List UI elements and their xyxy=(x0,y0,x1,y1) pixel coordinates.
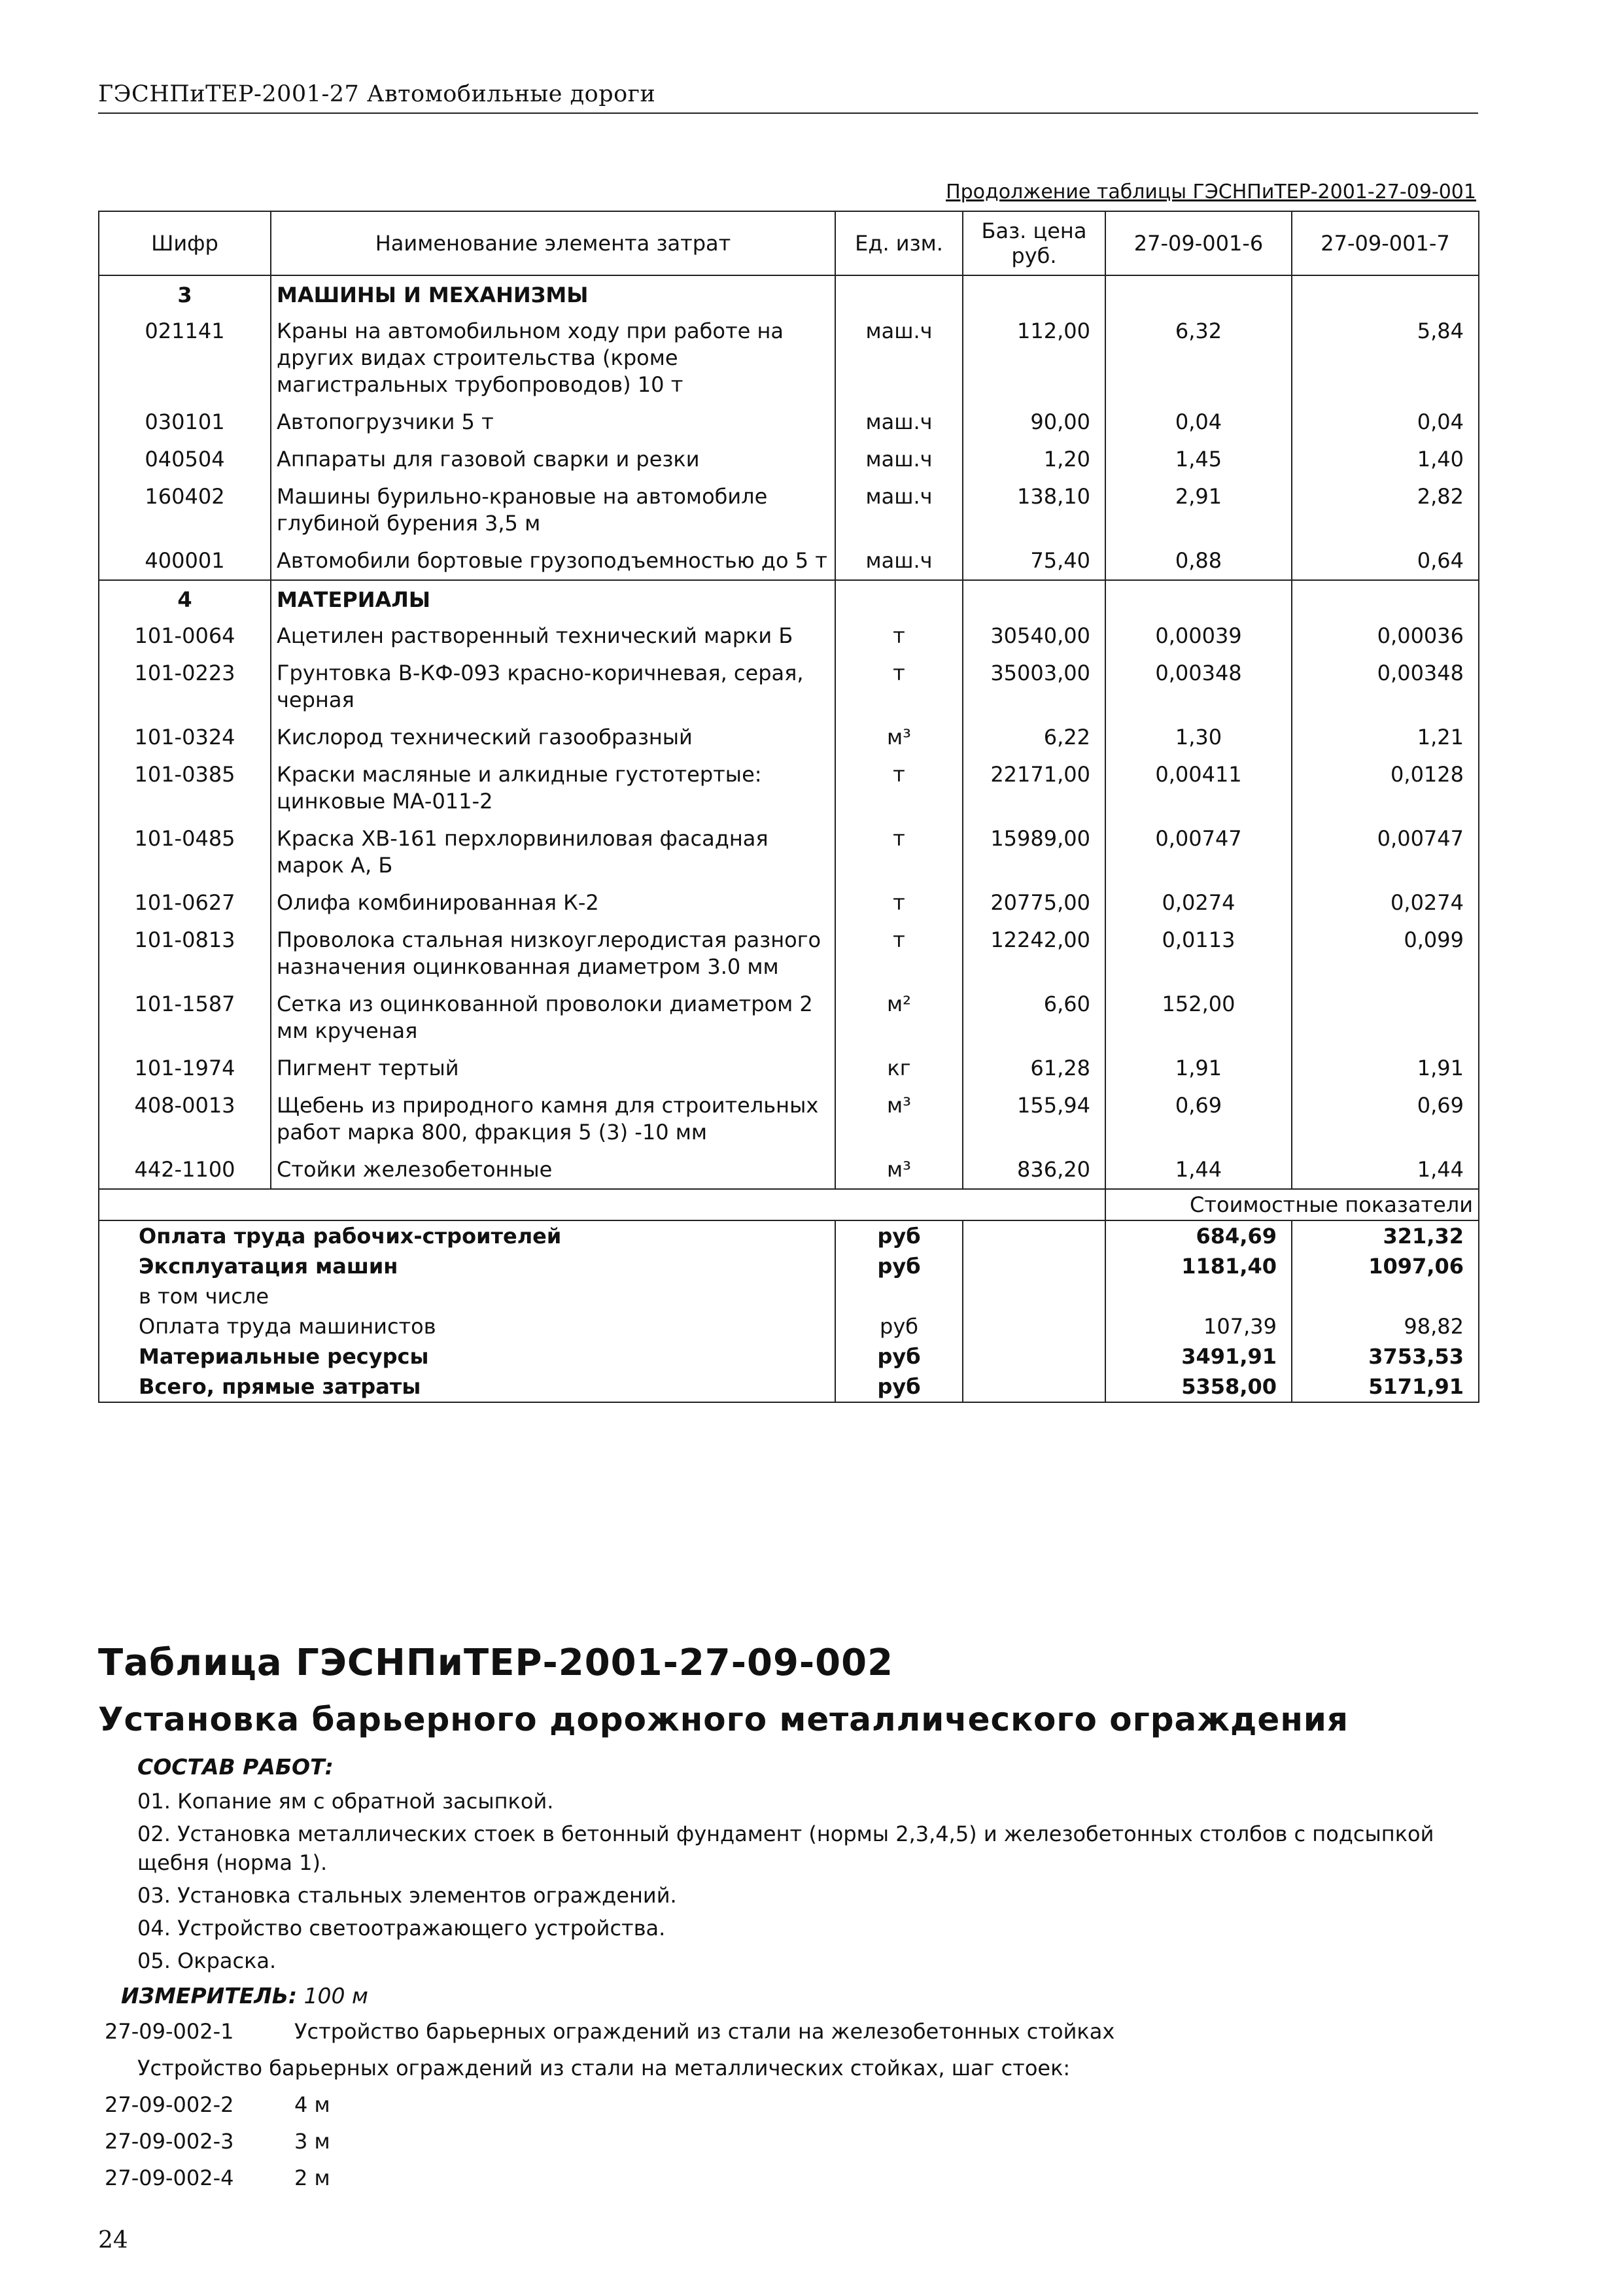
resource-price: 6,60 xyxy=(963,986,1105,1050)
empty-cell xyxy=(963,275,1105,313)
indicator-value-6: 5358,00 xyxy=(1105,1372,1292,1402)
empty-cell xyxy=(963,1220,1105,1251)
resource-code: 101-0485 xyxy=(99,820,271,884)
resource-value-7: 0,0128 xyxy=(1292,756,1479,820)
indicator-row xyxy=(99,1311,1479,1341)
empty-cell xyxy=(1292,275,1479,313)
resource-name: Автомобили бортовые грузоподъемностью до 5 т xyxy=(271,542,835,580)
work-item: 05. Окраска. xyxy=(137,1948,277,1973)
resource-value-6: 0,0113 xyxy=(1105,922,1292,986)
section-code: 4 xyxy=(99,580,271,617)
resource-price: 75,40 xyxy=(963,542,1105,580)
indicator-value-7: 1097,06 xyxy=(1292,1251,1479,1281)
indicator-label: Оплата труда рабочих-строителей xyxy=(99,1220,835,1251)
resource-price: 12242,00 xyxy=(963,922,1105,986)
resource-unit: м² xyxy=(835,986,963,1050)
indicator-value-7: 3753,53 xyxy=(1292,1341,1479,1372)
works-list xyxy=(137,1787,1485,1979)
table-title: Таблица ГЭСНПиТЕР-2001-27-09-002 xyxy=(98,1642,894,1684)
resource-value-6: 0,00348 xyxy=(1105,655,1292,719)
resource-name: Краска ХВ-161 перхлорвиниловая фасадная марок А, Б xyxy=(271,820,835,884)
resource-value-6: 0,00411 xyxy=(1105,756,1292,820)
norm-item-code: 27-09-002-4 xyxy=(105,2166,234,2190)
works-heading: СОСТАВ РАБОТ: xyxy=(137,1754,334,1780)
header-name: Наименование элемента затрат xyxy=(271,211,835,275)
continuation-caption: Продолжение таблицы ГЭСНПиТЕР-2001-27-09-001 xyxy=(946,181,1476,203)
resource-unit: маш.ч xyxy=(835,542,963,580)
norm-item-text: 2 м xyxy=(294,2166,330,2190)
resource-price: 1,20 xyxy=(963,441,1105,478)
norm-item xyxy=(105,2090,1114,2119)
resource-name: Краны на автомобильном ходу при работе на других видах строительства (кроме магистральных трубопроводов) 10 т xyxy=(271,313,835,404)
table-row xyxy=(99,542,1479,580)
empty-cell xyxy=(963,1281,1105,1311)
resource-code: 101-0064 xyxy=(99,617,271,655)
indicator-label: в том числе xyxy=(99,1281,835,1311)
resource-code: 101-0385 xyxy=(99,756,271,820)
resource-price: 35003,00 xyxy=(963,655,1105,719)
resource-name: Автопогрузчики 5 т xyxy=(271,404,835,441)
measure-label: ИЗМЕРИТЕЛЬ: xyxy=(121,1983,298,2009)
resource-code: 442-1100 xyxy=(99,1151,271,1189)
resource-code: 160402 xyxy=(99,478,271,542)
indicator-unit: руб xyxy=(835,1341,963,1372)
resource-code: 101-0627 xyxy=(99,884,271,922)
norm-item-code: 27-09-002-2 xyxy=(105,2092,234,2117)
indicator-label: Всего, прямые затраты xyxy=(99,1372,835,1402)
resource-code: 101-0324 xyxy=(99,719,271,756)
table-row xyxy=(99,1050,1479,1087)
empty-cell xyxy=(963,1251,1105,1281)
resource-unit: м³ xyxy=(835,1151,963,1189)
resource-code: 101-1587 xyxy=(99,986,271,1050)
measure-line xyxy=(121,1983,368,2009)
resource-unit: маш.ч xyxy=(835,478,963,542)
resource-value-6: 1,91 xyxy=(1105,1050,1292,1087)
norm-item-text: 3 м xyxy=(294,2129,330,2154)
resource-value-6: 0,00039 xyxy=(1105,617,1292,655)
indicator-row xyxy=(99,1220,1479,1251)
resource-value-7: 0,64 xyxy=(1292,542,1479,580)
resource-value-7: 5,84 xyxy=(1292,313,1479,404)
section-title: МАШИНЫ И МЕХАНИЗМЫ xyxy=(271,275,835,313)
resource-value-7 xyxy=(1292,986,1479,1050)
work-item: 02. Установка металлических стоек в бетонный фундамент (нормы 2,3,4,5) и железобетонных столбов с подсыпкой щебня (норма 1). xyxy=(137,1821,1434,1875)
indicator-unit: руб xyxy=(835,1220,963,1251)
header-norm-7: 27-09-001-7 xyxy=(1292,211,1479,275)
work-item: 04. Устройство светоотражающего устройства. xyxy=(137,1916,666,1941)
header-price: Баз. цена руб. xyxy=(963,211,1105,275)
resource-value-7: 2,82 xyxy=(1292,478,1479,542)
resource-value-7: 0,0274 xyxy=(1292,884,1479,922)
resource-code: 408-0013 xyxy=(99,1087,271,1151)
resource-unit: маш.ч xyxy=(835,441,963,478)
resource-value-7: 0,69 xyxy=(1292,1087,1479,1151)
table-subtitle: Установка барьерного дорожного металлического ограждения xyxy=(98,1700,1349,1738)
resource-value-7: 0,04 xyxy=(1292,404,1479,441)
resource-unit: т xyxy=(835,922,963,986)
indicator-value-6: 3491,91 xyxy=(1105,1341,1292,1372)
header-rule xyxy=(98,112,1478,114)
resource-price: 836,20 xyxy=(963,1151,1105,1189)
table-row xyxy=(99,1151,1479,1189)
resource-name: Олифа комбинированная К-2 xyxy=(271,884,835,922)
indicator-value-6: 684,69 xyxy=(1105,1220,1292,1251)
indicator-value-7: 5171,91 xyxy=(1292,1372,1479,1402)
resource-value-7: 0,099 xyxy=(1292,922,1479,986)
resource-price: 30540,00 xyxy=(963,617,1105,655)
resource-unit: т xyxy=(835,884,963,922)
table-row xyxy=(99,756,1479,820)
resource-unit: м³ xyxy=(835,719,963,756)
resource-price: 61,28 xyxy=(963,1050,1105,1087)
resource-name: Проволока стальная низкоуглеродистая разного назначения оцинкованная диаметром 3.0 мм xyxy=(271,922,835,986)
table-row xyxy=(99,884,1479,922)
indicator-unit xyxy=(835,1281,963,1311)
header-unit: Ед. изм. xyxy=(835,211,963,275)
indicator-value-6 xyxy=(1105,1281,1292,1311)
resource-name: Кислород технический газообразный xyxy=(271,719,835,756)
resource-price: 15989,00 xyxy=(963,820,1105,884)
resource-price: 20775,00 xyxy=(963,884,1105,922)
resource-price: 138,10 xyxy=(963,478,1105,542)
header-norm-6: 27-09-001-6 xyxy=(1105,211,1292,275)
norm-group-text: Устройство барьерных ограждений из стали на металлических стойках, шаг стоек: xyxy=(137,2056,1071,2080)
page-number: 24 xyxy=(98,2227,128,2254)
resource-price: 155,94 xyxy=(963,1087,1105,1151)
resource-value-7: 0,00036 xyxy=(1292,617,1479,655)
table-row xyxy=(99,313,1479,404)
norm-item-code: 27-09-002-1 xyxy=(105,2019,234,2044)
resource-unit: т xyxy=(835,655,963,719)
resource-unit: маш.ч xyxy=(835,404,963,441)
indicator-label: Эксплуатация машин xyxy=(99,1251,835,1281)
table-row xyxy=(99,404,1479,441)
empty-cell xyxy=(963,1372,1105,1402)
resource-value-6: 1,44 xyxy=(1105,1151,1292,1189)
resource-code: 101-1974 xyxy=(99,1050,271,1087)
empty-cell xyxy=(99,1189,1105,1220)
resource-code: 101-0813 xyxy=(99,922,271,986)
resource-name: Щебень из природного камня для строительных работ марка 800, фракция 5 (3) -10 мм xyxy=(271,1087,835,1151)
resource-price: 22171,00 xyxy=(963,756,1105,820)
resource-value-6: 0,0274 xyxy=(1105,884,1292,922)
section-row xyxy=(99,580,1479,617)
resource-code: 101-0223 xyxy=(99,655,271,719)
running-header: ГЭСНПиТЕР-2001-27 Автомобильные дороги xyxy=(98,81,656,107)
indicator-value-6: 107,39 xyxy=(1105,1311,1292,1341)
indicator-row xyxy=(99,1251,1479,1281)
resource-table xyxy=(98,211,1478,1403)
resource-code: 021141 xyxy=(99,313,271,404)
resource-value-7: 1,40 xyxy=(1292,441,1479,478)
empty-cell xyxy=(1292,580,1479,617)
norm-item xyxy=(105,2017,1114,2046)
resource-unit: маш.ч xyxy=(835,313,963,404)
indicator-label: Материальные ресурсы xyxy=(99,1341,835,1372)
resource-value-7: 0,00348 xyxy=(1292,655,1479,719)
indicator-unit: руб xyxy=(835,1251,963,1281)
resource-name: Аппараты для газовой сварки и резки xyxy=(271,441,835,478)
measure-value: 100 м xyxy=(303,1983,368,2009)
resource-unit: м³ xyxy=(835,1087,963,1151)
resource-name: Машины бурильно-крановые на автомобиле глубиной бурения 3,5 м xyxy=(271,478,835,542)
resource-value-6: 1,45 xyxy=(1105,441,1292,478)
indicators-header-row xyxy=(99,1189,1479,1220)
indicator-value-7: 98,82 xyxy=(1292,1311,1479,1341)
empty-cell xyxy=(835,580,963,617)
resource-name: Грунтовка В-КФ-093 красно-коричневая, серая, черная xyxy=(271,655,835,719)
norm-item xyxy=(105,2164,1114,2192)
resource-value-7: 1,21 xyxy=(1292,719,1479,756)
resource-code: 400001 xyxy=(99,542,271,580)
empty-cell xyxy=(1105,275,1292,313)
resource-value-6: 0,69 xyxy=(1105,1087,1292,1151)
empty-cell xyxy=(963,1311,1105,1341)
section-title: МАТЕРИАЛЫ xyxy=(271,580,835,617)
resource-price: 6,22 xyxy=(963,719,1105,756)
resource-value-6: 6,32 xyxy=(1105,313,1292,404)
resource-value-6: 0,00747 xyxy=(1105,820,1292,884)
section-row xyxy=(99,275,1479,313)
table-row xyxy=(99,655,1479,719)
empty-cell xyxy=(963,580,1105,617)
table-row xyxy=(99,478,1479,542)
section-code: 3 xyxy=(99,275,271,313)
indicator-unit: руб xyxy=(835,1311,963,1341)
resource-value-7: 0,00747 xyxy=(1292,820,1479,884)
empty-cell xyxy=(963,1341,1105,1372)
indicator-unit: руб xyxy=(835,1372,963,1402)
table-row xyxy=(99,441,1479,478)
norm-item-code: 27-09-002-3 xyxy=(105,2129,234,2154)
resource-value-7: 1,44 xyxy=(1292,1151,1479,1189)
empty-cell xyxy=(835,275,963,313)
work-item: 01. Копание ям с обратной засыпкой. xyxy=(137,1789,554,1814)
resource-unit: т xyxy=(835,617,963,655)
resource-name: Краски масляные и алкидные густотертые: цинковые МА-011-2 xyxy=(271,756,835,820)
resource-price: 90,00 xyxy=(963,404,1105,441)
resource-unit: кг xyxy=(835,1050,963,1087)
resource-name: Ацетилен растворенный технический марки Б xyxy=(271,617,835,655)
table-header-row xyxy=(99,211,1479,275)
resource-value-7: 1,91 xyxy=(1292,1050,1479,1087)
resource-value-6: 0,04 xyxy=(1105,404,1292,441)
table-row xyxy=(99,922,1479,986)
norm-item-text: 4 м xyxy=(294,2092,330,2117)
resource-value-6: 152,00 xyxy=(1105,986,1292,1050)
table-row xyxy=(99,986,1479,1050)
resource-value-6: 0,88 xyxy=(1105,542,1292,580)
table-row xyxy=(99,719,1479,756)
resource-value-6: 1,30 xyxy=(1105,719,1292,756)
indicator-row xyxy=(99,1341,1479,1372)
resource-value-6: 2,91 xyxy=(1105,478,1292,542)
indicator-value-7: 321,32 xyxy=(1292,1220,1479,1251)
indicator-row xyxy=(99,1281,1479,1311)
resource-name: Пигмент тертый xyxy=(271,1050,835,1087)
norm-item-text: Устройство барьерных ограждений из стали на железобетонных стойках xyxy=(294,2019,1115,2044)
resource-name: Сетка из оцинкованной проволоки диаметром 2 мм крученая xyxy=(271,986,835,1050)
table-row xyxy=(99,820,1479,884)
resource-name: Стойки железобетонные xyxy=(271,1151,835,1189)
resource-code: 040504 xyxy=(99,441,271,478)
indicator-row xyxy=(99,1372,1479,1402)
indicator-label: Оплата труда машинистов xyxy=(99,1311,835,1341)
table-row xyxy=(99,617,1479,655)
indicator-value-7 xyxy=(1292,1281,1479,1311)
norm-item xyxy=(105,2127,1114,2156)
indicators-title: Стоимостные показатели xyxy=(1105,1189,1479,1220)
indicator-value-6: 1181,40 xyxy=(1105,1251,1292,1281)
resource-price: 112,00 xyxy=(963,313,1105,404)
empty-cell xyxy=(1105,580,1292,617)
work-item: 03. Установка стальных элементов ограждений. xyxy=(137,1883,677,1908)
resource-unit: т xyxy=(835,820,963,884)
resource-code: 030101 xyxy=(99,404,271,441)
header-code: Шифр xyxy=(99,211,271,275)
norm-items xyxy=(105,2017,1114,2200)
table-row xyxy=(99,1087,1479,1151)
resource-unit: т xyxy=(835,756,963,820)
